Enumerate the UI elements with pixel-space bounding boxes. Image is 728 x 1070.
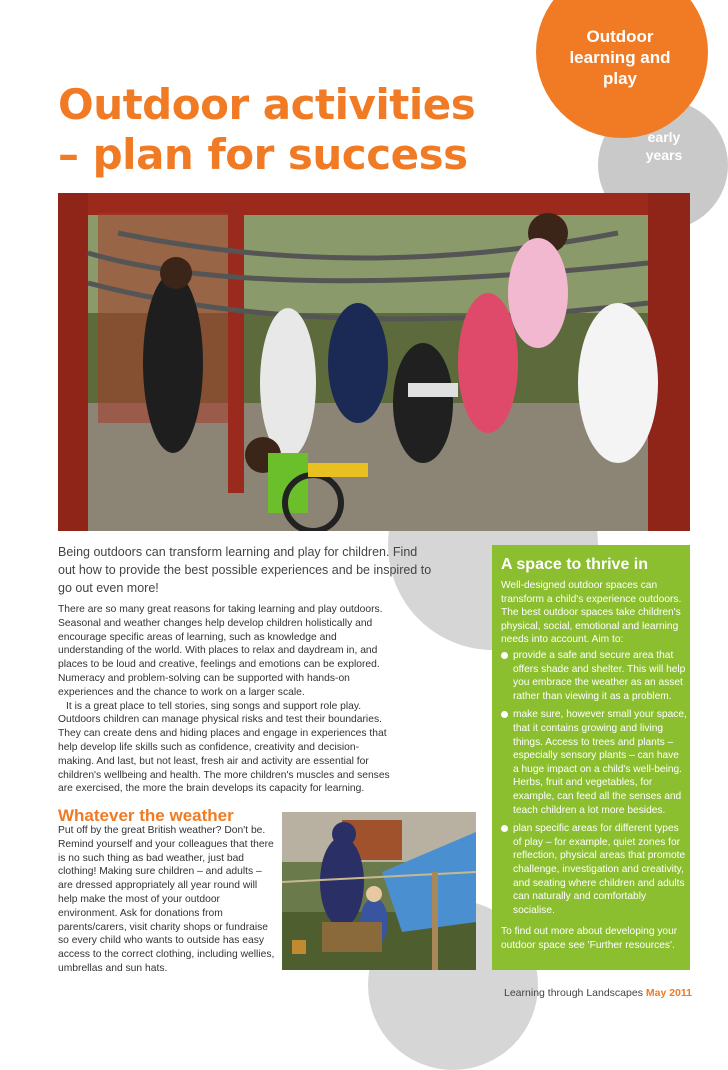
- weather-heading: Whatever the weather: [58, 806, 234, 825]
- intro-line: out how to provide the best possible experiences and be inspired to: [58, 563, 432, 577]
- age-group-line: early: [647, 129, 681, 145]
- bullet-dot-icon: [501, 711, 508, 718]
- bullet-dot-icon: [501, 825, 508, 832]
- panel-heading: A space to thrive in: [501, 556, 648, 573]
- bullet-text: provide a safe and secure area that offers shade and shelter. This will help you embrace the weather as an asset rather than viewing it as a problem.: [513, 650, 686, 702]
- panel-intro: Well-designed outdoor spaces can transform a child's experience outdoors. The best outdoor spaces take children's physical, social, emotional and learning needs into account. Aim to:: [501, 580, 682, 646]
- list-item: [501, 708, 687, 817]
- body-paragraph: There are so many great reasons for taking learning and play outdoors. Seasonal and weather changes help develop children holistically and encourage specific areas of learning, such as knowledge and understanding of the world. With places to relax and daydream in, and places to be loud and creative, feelings and emotions can be explored. Numeracy and problem-solving can be supported with hands-on experiences and the chance to work on a larger scale.: [58, 604, 383, 698]
- intro-line: Being outdoors can transform learning and play for children. Find: [58, 545, 418, 559]
- intro-paragraph: [58, 543, 458, 597]
- page-title: [58, 80, 475, 180]
- list-item: [501, 649, 687, 703]
- footer-publisher: Learning through Landscapes: [504, 987, 643, 999]
- page-footer: [504, 986, 692, 1000]
- weather-paragraph: Put off by the great British weather? Don't be. Remind yourself and your colleagues that there is no such thing as bad weather, just bad clothing! Making sure children – and adults – are dressed appropriately all year round will help make the most of your outdoor environment. Ask for donations from parents/carers, visit charity shops or fundraise so every child who wants to outside has easy access to the correct clothing, including wellies, umbrellas and sun hats.: [58, 825, 275, 974]
- footer-date: May 2011: [645, 987, 692, 999]
- section-badge: [540, 26, 700, 89]
- intro-line: go out even more!: [58, 581, 159, 595]
- list-item: [501, 822, 687, 917]
- badge-line: play: [602, 69, 638, 88]
- age-group-label: [632, 128, 696, 164]
- climbing-frame-illustration: [58, 193, 690, 531]
- den-building-illustration: [282, 812, 476, 970]
- age-group-line: years: [645, 147, 683, 163]
- bullet-text: make sure, however small your space, that it contains growing and living things. Access to trees and plants – especially sensory plants – can have a huge impact on a child's well-being. Herbs, fruit and vegetables, for example, can feed all the senses and teach children a lot more besides.: [513, 709, 687, 816]
- bullet-dot-icon: [501, 652, 508, 659]
- bullet-text: plan specific areas for different types of play – for example, quiet zones for reflection, physical areas that promote challenge, investigation and creativity, and seating where children and adults can naturally and comfortably socialise.: [513, 823, 686, 916]
- panel-outro: To find out more about developing your outdoor space see 'Further resources'.: [501, 926, 678, 951]
- tips-panel: [492, 545, 690, 970]
- den-building-photo: [282, 812, 476, 970]
- panel-bullet-list: [501, 649, 687, 922]
- badge-line: learning and: [569, 48, 671, 67]
- body-text: [58, 603, 392, 796]
- badge-line: Outdoor: [586, 27, 654, 46]
- climbing-frame-photo: [58, 193, 690, 531]
- body-paragraph: It is a great place to tell stories, sing songs and support role play. Outdoors children can manage physical risks and test their boundaries. They can create dens and hiding places and engage in experiences that help develop life skills such as confidence, creativity and decision-making. And last, but not least, fresh air and activity are essential for children's wellbeing and health. The more children's muscles and senses are exercised, the more the brain develops its capacity for learning.: [58, 700, 390, 795]
- title-line: Outdoor activities: [58, 80, 476, 129]
- title-line: – plan for success: [58, 130, 468, 179]
